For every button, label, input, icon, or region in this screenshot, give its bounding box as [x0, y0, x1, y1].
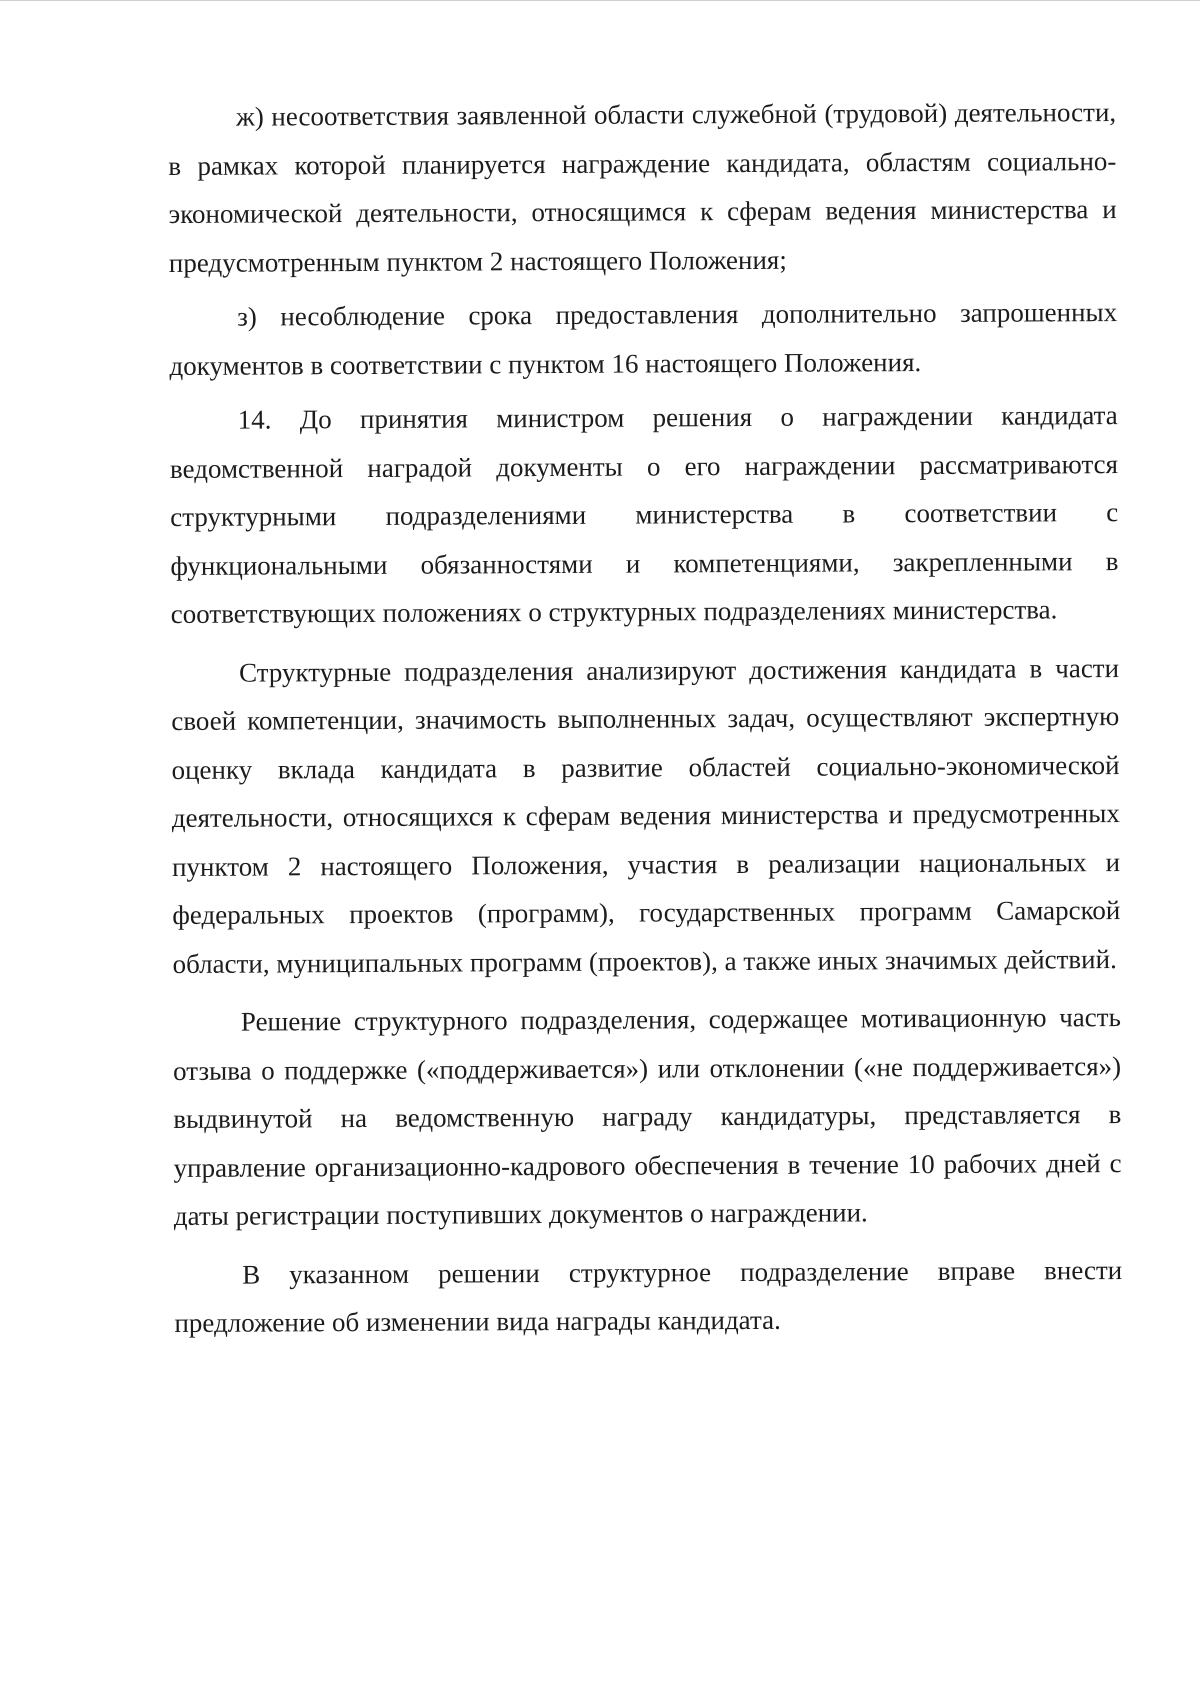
paragraph-structural-analysis: Структурные подразделения анализируют достижения кандидата в части своей компетенции, значимость выполненных задач, осуществляют экспертную оценку вклада кандидата в развитие областей социально-экономической деятельности, относящихся к сферам ведения министерства и предусмотренных пунктом 2 настоящего Положения, участия в реализации национальных и федеральных проектов (программ), государственных программ Самарской области, муниципальных программ (проектов), а также иных значимых действий. — [171, 652, 1121, 979]
paragraph-clause-z: з) несоблюдение срока предоставления дополнительно запрошенных документов в соответствии с пунктом 16 настоящего Положения. — [169, 297, 1118, 381]
paragraph-section-14: 14. До принятия министром решения о награждении кандидата ведомственной наградой документы о его награждении рассматриваются структурными подразделениями министерства в соответствии с функциональными обязанностями и компетенциями, закрепленными в соответствующих положениях о структурных подразделениях министерства. — [169, 400, 1119, 629]
paragraph-clause-zh: ж) несоответствия заявленной области служебной (трудовой) деятельности, в рамках которой планируется награждение кандидата, областям социально-экономической деятельности, относящимся к сферам ведения министерства и предусмотренным пунктом 2 настоящего Положения; — [168, 97, 1117, 278]
paragraph-award-change-proposal: В указанном решении структурное подразделение вправе внести предложение об изменении вида награды кандидата. — [174, 1254, 1123, 1338]
paragraph-structural-decision: Решение структурного подразделения, содержащее мотивационную часть отзыва о поддержке («поддерживается») или отклонении («не поддерживается») выдвинутой на ведомственную награду кандидатуры, представляется в управление организационно-кадрового обеспечения в течение 10 рабочих дней с даты регистрации поступивших документов о награждении. — [173, 1002, 1122, 1231]
document-body — [168, 88, 1123, 1347]
